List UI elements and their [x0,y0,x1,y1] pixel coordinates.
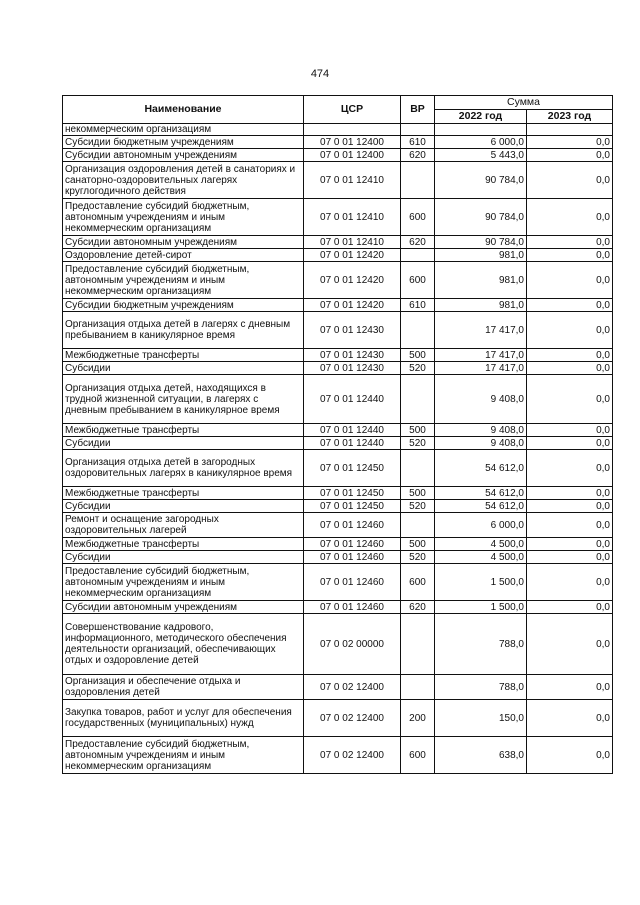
table-row [63,601,613,614]
row-amount-2022: 9 408,0 [435,375,527,424]
row-vr: 600 [401,564,435,601]
row-vr: 600 [401,199,435,236]
row-amount-2022: 4 500,0 [435,551,527,564]
row-name: Предоставление субсидий бюджетным, автономным учреждениям и иным некоммерческим организациям [63,199,304,236]
row-csr: 07 0 01 12430 [304,312,401,349]
table-row [63,564,613,601]
row-amount-2023: 0,0 [527,614,613,675]
row-name: Субсидии бюджетным учреждениям [63,299,304,312]
row-csr: 07 0 01 12440 [304,375,401,424]
row-csr: 07 0 01 12460 [304,601,401,614]
row-vr: 520 [401,362,435,375]
row-amount-2023: 0,0 [527,737,613,774]
row-amount-2022: 6 000,0 [435,136,527,149]
row-amount-2023: 0,0 [527,162,613,199]
column-header-vr: ВР [401,96,435,124]
row-amount-2022: 9 408,0 [435,437,527,450]
table-row [63,124,613,136]
row-amount-2022: 54 612,0 [435,450,527,487]
row-vr: 620 [401,601,435,614]
row-name: Субсидии [63,500,304,513]
row-name: Закупка товаров, работ и услуг для обеспечения государственных (муниципальных) нужд [63,700,304,737]
row-csr: 07 0 01 12420 [304,299,401,312]
row-vr: 520 [401,551,435,564]
row-amount-2023: 0,0 [527,487,613,500]
row-amount-2023: 0,0 [527,500,613,513]
page-number: 474 [310,68,330,80]
budget-table [62,95,613,774]
row-amount-2023: 0,0 [527,437,613,450]
row-csr [304,124,401,136]
row-amount-2023 [527,124,613,136]
row-amount-2023: 0,0 [527,424,613,437]
row-amount-2023: 0,0 [527,700,613,737]
row-csr: 07 0 01 12460 [304,564,401,601]
row-amount-2022: 90 784,0 [435,162,527,199]
row-csr: 07 0 02 12400 [304,675,401,700]
row-amount-2023: 0,0 [527,149,613,162]
row-amount-2023: 0,0 [527,312,613,349]
row-name: Предоставление субсидий бюджетным, автономным учреждениям и иным некоммерческим организациям [63,737,304,774]
row-vr: 200 [401,700,435,737]
row-vr: 500 [401,487,435,500]
row-csr: 07 0 01 12440 [304,437,401,450]
column-header-2022: 2022 год [435,110,527,124]
row-amount-2022: 54 612,0 [435,500,527,513]
table-row [63,249,613,262]
row-vr: 620 [401,236,435,249]
row-csr: 07 0 01 12400 [304,136,401,149]
table-row [63,299,613,312]
row-vr: 520 [401,437,435,450]
row-amount-2022: 4 500,0 [435,538,527,551]
row-amount-2023: 0,0 [527,249,613,262]
row-amount-2023: 0,0 [527,538,613,551]
column-header-2023: 2023 год [527,110,613,124]
row-csr: 07 0 02 12400 [304,700,401,737]
row-name: Субсидии бюджетным учреждениям [63,136,304,149]
row-vr [401,312,435,349]
row-vr: 620 [401,149,435,162]
row-amount-2022: 981,0 [435,299,527,312]
row-amount-2023: 0,0 [527,199,613,236]
row-csr: 07 0 01 12400 [304,149,401,162]
row-vr: 600 [401,737,435,774]
row-name: Субсидии автономным учреждениям [63,149,304,162]
table-row [63,199,613,236]
row-name: Организация оздоровления детей в санаториях и санаторно-оздоровительных лагерях круглогодичного действия [63,162,304,199]
row-amount-2023: 0,0 [527,675,613,700]
row-amount-2022: 150,0 [435,700,527,737]
table-row [63,262,613,299]
row-amount-2023: 0,0 [527,601,613,614]
row-vr [401,614,435,675]
row-name: некоммерческим организациям [63,124,304,136]
table-row [63,312,613,349]
row-name: Субсидии [63,551,304,564]
row-name: Субсидии автономным учреждениям [63,236,304,249]
table-row [63,236,613,249]
row-name: Межбюджетные трансферты [63,349,304,362]
row-csr: 07 0 01 12460 [304,551,401,564]
table-row [63,349,613,362]
table-row [63,700,613,737]
row-vr: 600 [401,262,435,299]
row-vr [401,675,435,700]
column-header-name: Наименование [63,96,304,124]
row-csr: 07 0 01 12440 [304,424,401,437]
row-csr: 07 0 01 12410 [304,236,401,249]
row-amount-2022: 638,0 [435,737,527,774]
row-amount-2022: 17 417,0 [435,312,527,349]
row-amount-2022: 6 000,0 [435,513,527,538]
table-row [63,538,613,551]
table-row [63,500,613,513]
row-csr: 07 0 01 12450 [304,500,401,513]
row-amount-2023: 0,0 [527,362,613,375]
row-vr [401,249,435,262]
table-row [63,162,613,199]
row-name: Оздоровление детей-сирот [63,249,304,262]
row-name: Межбюджетные трансферты [63,538,304,551]
row-vr [401,513,435,538]
row-csr: 07 0 01 12450 [304,450,401,487]
table-row [63,362,613,375]
row-amount-2022 [435,124,527,136]
table-row [63,149,613,162]
row-name: Субсидии автономным учреждениям [63,601,304,614]
table-row [63,437,613,450]
table-row [63,375,613,424]
row-name: Ремонт и оснащение загородных оздоровительных лагерей [63,513,304,538]
row-vr: 500 [401,349,435,362]
row-amount-2022: 5 443,0 [435,149,527,162]
row-amount-2023: 0,0 [527,551,613,564]
row-amount-2023: 0,0 [527,513,613,538]
row-name: Организация отдыха детей в лагерях с дневным пребыванием в каникулярное время [63,312,304,349]
row-name: Организация и обеспечение отдыха и оздоровления детей [63,675,304,700]
row-name: Субсидии [63,362,304,375]
row-amount-2022: 1 500,0 [435,564,527,601]
row-amount-2023: 0,0 [527,564,613,601]
table-row [63,551,613,564]
row-csr: 07 0 01 12420 [304,262,401,299]
row-amount-2022: 90 784,0 [435,199,527,236]
column-header-sum: Сумма [435,96,613,110]
table-row [63,450,613,487]
row-amount-2023: 0,0 [527,349,613,362]
row-vr: 500 [401,424,435,437]
row-csr: 07 0 01 12450 [304,487,401,500]
row-amount-2022: 981,0 [435,249,527,262]
table-row [63,513,613,538]
table-row [63,675,613,700]
row-amount-2022: 1 500,0 [435,601,527,614]
row-vr [401,124,435,136]
row-csr: 07 0 01 12460 [304,538,401,551]
row-amount-2022: 54 612,0 [435,487,527,500]
column-header-csr: ЦСР [304,96,401,124]
row-amount-2022: 981,0 [435,262,527,299]
table-row [63,614,613,675]
table-row [63,737,613,774]
row-vr [401,450,435,487]
row-csr: 07 0 01 12410 [304,162,401,199]
table-header [63,96,613,124]
row-amount-2023: 0,0 [527,236,613,249]
row-amount-2022: 788,0 [435,675,527,700]
row-name: Межбюджетные трансферты [63,487,304,500]
row-csr: 07 0 01 12430 [304,362,401,375]
row-name: Субсидии [63,437,304,450]
row-amount-2022: 17 417,0 [435,362,527,375]
row-csr: 07 0 01 12430 [304,349,401,362]
row-vr: 610 [401,136,435,149]
row-csr: 07 0 01 12460 [304,513,401,538]
row-name: Предоставление субсидий бюджетным, автономным учреждениям и иным некоммерческим организациям [63,564,304,601]
row-vr: 500 [401,538,435,551]
row-amount-2023: 0,0 [527,262,613,299]
row-amount-2022: 9 408,0 [435,424,527,437]
row-csr: 07 0 01 12410 [304,199,401,236]
table-row [63,136,613,149]
row-amount-2023: 0,0 [527,136,613,149]
row-vr [401,162,435,199]
row-csr: 07 0 02 00000 [304,614,401,675]
row-name: Организация отдыха детей, находящихся в трудной жизненной ситуации, в лагерях с дневным пребыванием в каникулярное время [63,375,304,424]
row-name: Межбюджетные трансферты [63,424,304,437]
row-vr: 610 [401,299,435,312]
row-amount-2023: 0,0 [527,450,613,487]
row-amount-2022: 17 417,0 [435,349,527,362]
table-row [63,487,613,500]
row-vr: 520 [401,500,435,513]
row-csr: 07 0 01 12420 [304,249,401,262]
row-amount-2023: 0,0 [527,375,613,424]
row-amount-2022: 788,0 [435,614,527,675]
row-amount-2023: 0,0 [527,299,613,312]
row-name: Предоставление субсидий бюджетным, автономным учреждениям и иным некоммерческим организациям [63,262,304,299]
table-body [63,124,613,774]
row-vr [401,375,435,424]
row-name: Совершенствование кадрового, информационного, методического обеспечения деятельности организаций, обеспечивающих отдых и оздоровление детей [63,614,304,675]
row-name: Организация отдыха детей в загородных оздоровительных лагерях в каникулярное время [63,450,304,487]
row-csr: 07 0 02 12400 [304,737,401,774]
row-amount-2022: 90 784,0 [435,236,527,249]
table-row [63,424,613,437]
